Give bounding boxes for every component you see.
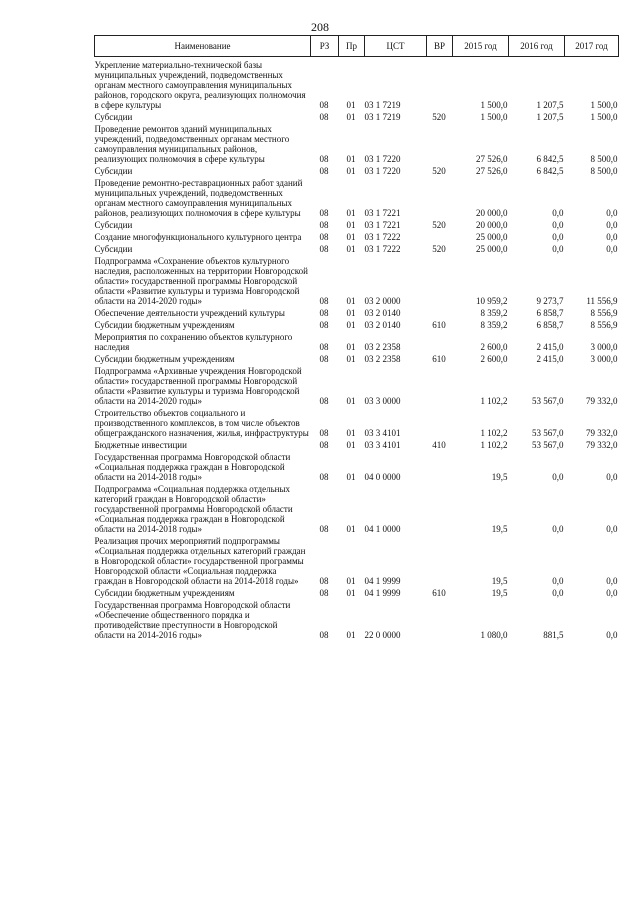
table-row [95, 331, 619, 353]
row-pr-cell: 01 [346, 232, 356, 242]
row-2015-cell: 1 102,2 [480, 396, 508, 406]
row-vr-cell [427, 123, 453, 165]
row-2015-cell: 19,5 [491, 472, 508, 482]
row-2017-cell: 1 500,0 [590, 100, 618, 110]
table-row [95, 535, 619, 587]
row-name-cell: Реализация прочих мероприятий подпрограммы «Социальная поддержка отдельных категорий граждан в Новгородской области» государственной программы Новгородской области «Социальная поддержка граждан в Новгородской области на 2014-2018 годы» [94, 536, 306, 586]
row-name-cell: Субсидии [94, 166, 133, 176]
row-2016-cell: 53 567,0 [532, 440, 564, 450]
row-2015-cell: 1 102,2 [480, 428, 508, 438]
row-2015-cell: 10 959,2 [476, 296, 508, 306]
row-cst-cell: 03 2 2358 [364, 354, 401, 364]
row-name-cell: Строительство объектов социального и производственного комплексов, в том числе объектов общегражданского назначения, жилья, инфраструктуры [94, 408, 309, 438]
row-cst-cell: 03 2 2358 [364, 342, 401, 352]
row-2017-cell: 8 500,0 [590, 154, 618, 164]
row-vr-cell: 520 [432, 166, 446, 176]
row-2016-cell: 9 273,7 [536, 296, 564, 306]
table-row [95, 111, 619, 123]
row-2016-cell: 0,0 [552, 472, 564, 482]
row-2017-cell: 0,0 [606, 588, 618, 598]
row-name-cell: Мероприятия по сохранению объектов культурного наследия [94, 332, 293, 352]
row-2016-cell: 53 567,0 [532, 396, 564, 406]
row-2016-cell: 0,0 [552, 232, 564, 242]
row-cst-cell: 04 1 9999 [364, 588, 401, 598]
row-2016-cell: 0,0 [552, 576, 564, 586]
row-cst-cell: 03 3 4101 [364, 440, 401, 450]
row-cst-cell: 03 1 7219 [364, 100, 401, 110]
row-cst-cell: 03 3 0000 [364, 396, 401, 406]
row-pr-cell: 01 [346, 472, 356, 482]
budget-table [94, 35, 619, 641]
row-pr-cell: 01 [346, 220, 356, 230]
row-2015-cell: 27 526,0 [476, 154, 508, 164]
row-2016-cell: 6 842,5 [536, 166, 564, 176]
row-name-cell: Субсидии бюджетным учреждениям [94, 354, 235, 364]
row-rz-cell: 08 [319, 524, 329, 534]
row-vr-cell [427, 307, 453, 319]
row-cst-cell: 03 1 7222 [364, 232, 401, 242]
row-pr-cell: 01 [346, 208, 356, 218]
table-row [95, 353, 619, 365]
row-vr-cell [427, 451, 453, 483]
row-pr-cell: 01 [346, 244, 356, 254]
row-cst-cell: 03 1 7221 [364, 220, 401, 230]
row-2017-cell: 79 332,0 [586, 440, 618, 450]
table-row [95, 123, 619, 165]
row-2015-cell: 8 359,2 [480, 308, 508, 318]
row-2017-cell: 3 000,0 [590, 354, 618, 364]
row-rz-cell: 08 [319, 208, 329, 218]
row-rz-cell: 08 [319, 354, 329, 364]
row-2017-cell: 0,0 [606, 524, 618, 534]
row-2015-cell: 1 500,0 [480, 112, 508, 122]
row-cst-cell: 03 1 7222 [364, 244, 401, 254]
row-pr-cell: 01 [346, 428, 356, 438]
row-name-cell: Бюджетные инвестиции [94, 440, 187, 450]
row-cst-cell: 03 2 0140 [364, 320, 401, 330]
row-name-cell: Обеспечение деятельности учреждений культуры [94, 308, 285, 318]
row-name-cell: Субсидии бюджетным учреждениям [94, 320, 235, 330]
row-pr-cell: 01 [346, 342, 356, 352]
page-number: 208 [311, 20, 329, 34]
row-vr-cell [427, 231, 453, 243]
row-pr-cell: 01 [346, 588, 356, 598]
table-row [95, 483, 619, 535]
row-2016-cell: 6 858,7 [536, 308, 564, 318]
table-row [95, 587, 619, 599]
table-row [95, 177, 619, 219]
row-2015-cell: 1 500,0 [480, 100, 508, 110]
header-vr: ВР [427, 36, 453, 57]
row-cst-cell: 04 1 0000 [364, 524, 401, 534]
table-row [95, 307, 619, 319]
row-2017-cell: 79 332,0 [586, 396, 618, 406]
row-cst-cell: 04 0 0000 [364, 472, 401, 482]
row-rz-cell: 08 [319, 166, 329, 176]
row-2017-cell: 8 556,9 [590, 320, 618, 330]
header-rz: РЗ [311, 36, 339, 57]
row-name-cell: Государственная программа Новгородской области «Обеспечение общественного порядка и противодействие преступности в Новгородской области на 2014-2016 годы» [94, 600, 291, 640]
row-2017-cell: 0,0 [606, 208, 618, 218]
row-2017-cell: 0,0 [606, 472, 618, 482]
row-vr-cell [427, 365, 453, 407]
row-2017-cell: 0,0 [606, 244, 618, 254]
row-rz-cell: 08 [319, 296, 329, 306]
row-2017-cell: 0,0 [606, 630, 618, 640]
row-vr-cell: 610 [432, 320, 446, 330]
row-vr-cell: 610 [432, 354, 446, 364]
table-row [95, 319, 619, 331]
row-2015-cell: 20 000,0 [476, 208, 508, 218]
row-rz-cell: 08 [319, 220, 329, 230]
row-name-cell: Подпрограмма «Архивные учреждения Новгородской области» государственной программы Новгородской области «Развитие культуры и туризма Новгородской области на 2014-2020 годы» [94, 366, 302, 406]
header-2017: 2017 год [565, 36, 619, 57]
row-2017-cell: 8 556,9 [590, 308, 618, 318]
row-2016-cell: 2 415,0 [536, 354, 564, 364]
row-2017-cell: 79 332,0 [586, 428, 618, 438]
row-pr-cell: 01 [346, 296, 356, 306]
row-name-cell: Укрепление материально-технической базы муниципальных учреждений, подведомственных органам местного самоуправления муниципальных районов, городского округа, реализующих полномочия в сфере культуры [94, 60, 306, 110]
table-row [95, 439, 619, 451]
row-2017-cell: 0,0 [606, 220, 618, 230]
row-rz-cell: 08 [319, 440, 329, 450]
table-row [95, 599, 619, 641]
row-2016-cell: 881,5 [543, 630, 564, 640]
table-row [95, 243, 619, 255]
row-vr-cell: 520 [432, 112, 446, 122]
row-2015-cell: 1 102,2 [480, 440, 508, 450]
row-2017-cell: 8 500,0 [590, 166, 618, 176]
row-name-cell: Подпрограмма «Сохранение объектов культурного наследия, расположенных на территории Новгородской области» государственной программы Новгородской области «Развитие культуры и туризма Новгородской области на 2014-2020 годы» [94, 256, 308, 306]
row-pr-cell: 01 [346, 630, 356, 640]
row-name-cell: Проведение ремонтов зданий муниципальных учреждений, подведомственных органам местного самоуправления муниципальных районов, реализующих полномочия в сфере культуры [94, 124, 290, 164]
table-row [95, 219, 619, 231]
row-pr-cell: 01 [346, 440, 356, 450]
row-rz-cell: 08 [319, 342, 329, 352]
row-cst-cell: 03 2 0000 [364, 296, 401, 306]
row-2015-cell: 25 000,0 [476, 244, 508, 254]
table-row [95, 165, 619, 177]
row-rz-cell: 08 [319, 244, 329, 254]
table-row [95, 407, 619, 439]
row-2016-cell: 0,0 [552, 524, 564, 534]
row-pr-cell: 01 [346, 100, 356, 110]
row-vr-cell [427, 599, 453, 641]
row-name-cell: Субсидии [94, 112, 133, 122]
row-2017-cell: 11 556,9 [586, 296, 618, 306]
row-pr-cell: 01 [346, 154, 356, 164]
row-2016-cell: 0,0 [552, 220, 564, 230]
row-rz-cell: 08 [319, 630, 329, 640]
row-vr-cell [427, 57, 453, 112]
row-rz-cell: 08 [319, 472, 329, 482]
row-pr-cell: 01 [346, 354, 356, 364]
row-rz-cell: 08 [319, 576, 329, 586]
row-rz-cell: 08 [319, 320, 329, 330]
row-name-cell: Проведение ремонтно-реставрационных работ зданий муниципальных учреждений, подведомственных органам местного самоуправления муниципальных районов, реализующих полномочия в сфере культуры [94, 178, 303, 218]
table-row [95, 451, 619, 483]
header-cst: ЦСТ [365, 36, 427, 57]
row-2015-cell: 19,5 [491, 588, 508, 598]
row-2016-cell: 6 858,7 [536, 320, 564, 330]
row-cst-cell: 03 1 7219 [364, 112, 401, 122]
row-vr-cell: 520 [432, 220, 446, 230]
row-name-cell: Субсидии бюджетным учреждениям [94, 588, 235, 598]
row-2017-cell: 1 500,0 [590, 112, 618, 122]
row-2017-cell: 3 000,0 [590, 342, 618, 352]
row-pr-cell: 01 [346, 524, 356, 534]
row-vr-cell [427, 331, 453, 353]
row-pr-cell: 01 [346, 308, 356, 318]
table-row [95, 57, 619, 112]
row-2017-cell: 0,0 [606, 232, 618, 242]
row-2015-cell: 19,5 [491, 576, 508, 586]
row-rz-cell: 08 [319, 308, 329, 318]
row-pr-cell: 01 [346, 320, 356, 330]
header-2015: 2015 год [453, 36, 509, 57]
row-vr-cell [427, 483, 453, 535]
row-2015-cell: 25 000,0 [476, 232, 508, 242]
row-2016-cell: 1 207,5 [536, 100, 564, 110]
row-rz-cell: 08 [319, 112, 329, 122]
row-cst-cell: 03 1 7220 [364, 154, 401, 164]
row-2016-cell: 0,0 [552, 244, 564, 254]
row-name-cell: Государственная программа Новгородской области «Социальная поддержка граждан в Новгородской области на 2014-2018 годы» [94, 452, 291, 482]
row-cst-cell: 03 1 7221 [364, 208, 401, 218]
row-2015-cell: 19,5 [491, 524, 508, 534]
row-2016-cell: 53 567,0 [532, 428, 564, 438]
row-pr-cell: 01 [346, 166, 356, 176]
row-rz-cell: 08 [319, 396, 329, 406]
row-vr-cell: 520 [432, 244, 446, 254]
table-row [95, 255, 619, 307]
row-name-cell: Создание многофункционального культурного центра [94, 232, 302, 242]
row-2015-cell: 1 080,0 [480, 630, 508, 640]
row-cst-cell: 03 1 7220 [364, 166, 401, 176]
row-pr-cell: 01 [346, 576, 356, 586]
row-vr-cell [427, 407, 453, 439]
header-name: Наименование [95, 36, 311, 57]
row-rz-cell: 08 [319, 232, 329, 242]
row-vr-cell [427, 535, 453, 587]
row-2016-cell: 1 207,5 [536, 112, 564, 122]
row-2016-cell: 2 415,0 [536, 342, 564, 352]
row-cst-cell: 04 1 9999 [364, 576, 401, 586]
row-2015-cell: 27 526,0 [476, 166, 508, 176]
row-2017-cell: 0,0 [606, 576, 618, 586]
row-2016-cell: 6 842,5 [536, 154, 564, 164]
row-2015-cell: 2 600,0 [480, 354, 508, 364]
row-2015-cell: 20 000,0 [476, 220, 508, 230]
row-pr-cell: 01 [346, 112, 356, 122]
row-2015-cell: 2 600,0 [480, 342, 508, 352]
row-vr-cell: 610 [432, 588, 446, 598]
row-rz-cell: 08 [319, 588, 329, 598]
table-header-row [95, 36, 619, 57]
header-pr: Пр [339, 36, 365, 57]
row-rz-cell: 08 [319, 428, 329, 438]
row-2016-cell: 0,0 [552, 588, 564, 598]
row-vr-cell [427, 255, 453, 307]
row-cst-cell: 03 3 4101 [364, 428, 401, 438]
row-2015-cell: 8 359,2 [480, 320, 508, 330]
table-row [95, 365, 619, 407]
row-vr-cell: 410 [432, 440, 446, 450]
row-rz-cell: 08 [319, 100, 329, 110]
row-vr-cell [427, 177, 453, 219]
row-cst-cell: 22 0 0000 [364, 630, 401, 640]
row-name-cell: Подпрограмма «Социальная поддержка отдельных категорий граждан в Новгородской области» государственной программы Новгородской области «Социальная поддержка граждан в Новгородской области на 2014-2018 годы» [94, 484, 293, 534]
row-2016-cell: 0,0 [552, 208, 564, 218]
row-name-cell: Субсидии [94, 244, 133, 254]
header-2016: 2016 год [509, 36, 565, 57]
row-name-cell: Субсидии [94, 220, 133, 230]
table-body [95, 57, 619, 642]
table-row [95, 231, 619, 243]
row-cst-cell: 03 2 0140 [364, 308, 401, 318]
row-pr-cell: 01 [346, 396, 356, 406]
row-rz-cell: 08 [319, 154, 329, 164]
